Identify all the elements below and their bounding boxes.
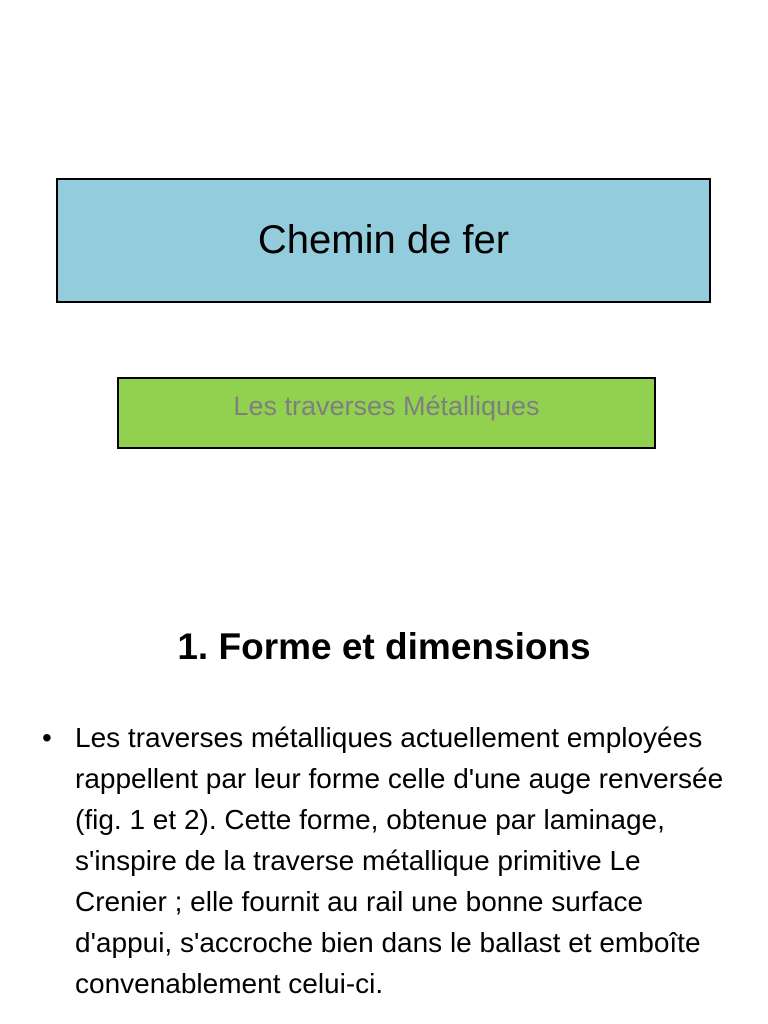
bullet-item [40, 717, 730, 1004]
slide-title: Chemin de fer [257, 218, 510, 262]
subtitle-box [117, 377, 656, 449]
bullet-dot-icon: • [42, 722, 52, 753]
title-box [56, 178, 711, 303]
bullet-text: Les traverses métalliques actuellement employées rappellent par leur forme celle d'une auge renversée (fig. 1 et 2). Cette forme, obtenue par laminage, s'inspire de la traverse métallique primitive Le Crenier ; elle fournit au rail une bonne surface d'appui, s'accroche bien dans le ballast et emboîte convenablement celui-ci. [75, 722, 724, 999]
section-heading: 1. Forme et dimensions [177, 626, 591, 667]
bullet-list [40, 717, 730, 1004]
slide-subtitle: Les traverses Métalliques [233, 391, 540, 421]
